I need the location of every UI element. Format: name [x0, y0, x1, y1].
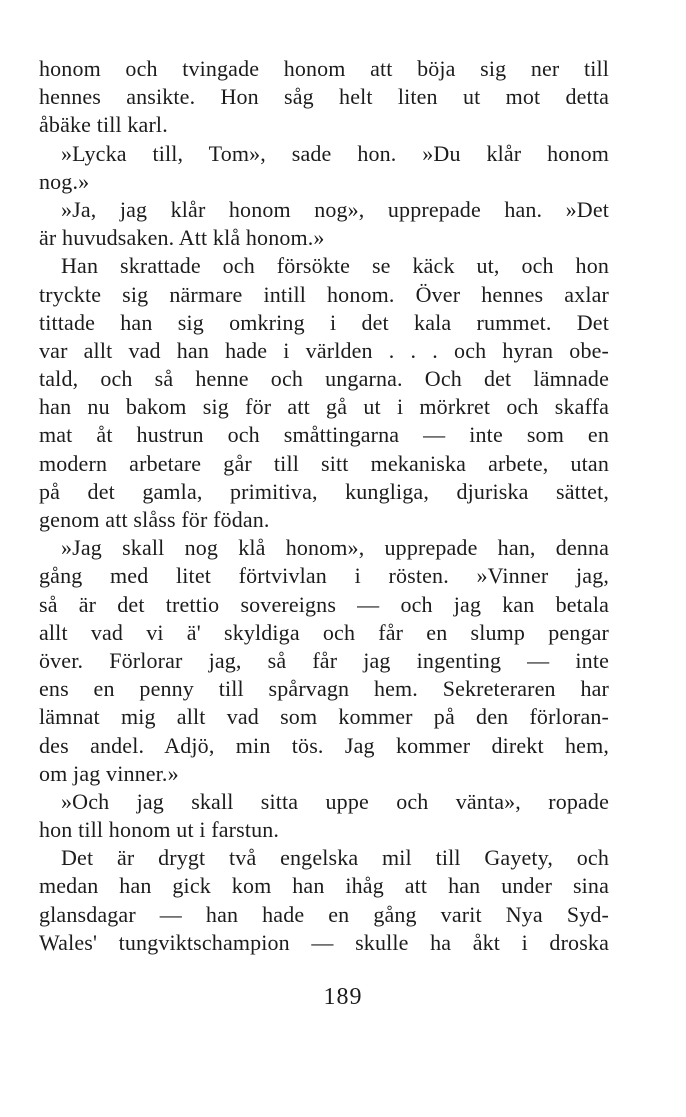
text-line: ens en penny till spårvagn hem. Sekreteraren har: [39, 676, 609, 702]
text-line: »Ja, jag klår honom nog», upprepade han. »Det: [61, 196, 609, 222]
text-line: »Lycka till, Tom», sade hon. »Du klår honom: [61, 140, 609, 166]
text-line: Han skrattade och försökte se käck ut, och hon: [61, 253, 609, 279]
text-line: des andel. Adjö, min tös. Jag kommer direkt hem,: [39, 732, 609, 758]
text-line: var allt vad han hade i världen . . . och hyran obe-: [39, 337, 609, 363]
text-line: tryckte sig närmare intill honom. Över hennes axlar: [39, 281, 609, 307]
text-line: mat åt hustrun och småttingarna — inte som en: [39, 422, 609, 448]
text-line: »Och jag skall sitta uppe och vänta», ropade: [61, 788, 609, 814]
text-line: allt vad vi ä' skyldiga och får en slump pengar: [39, 619, 609, 645]
text-line: åbäke till karl.: [39, 112, 168, 138]
text-line: modern arbetare går till sitt mekaniska arbete, utan: [39, 450, 609, 476]
text-line: Wales' tungviktschampion — skulle ha åkt i droska: [39, 929, 609, 955]
text-line: hon till honom ut i farstun.: [39, 817, 280, 843]
text-line: glansdagar — han hade en gång varit Nya Syd-: [39, 901, 609, 927]
text-line: så är det trettio sovereigns — och jag kan betala: [39, 591, 609, 617]
text-line: hennes ansikte. Hon såg helt liten ut mot detta: [39, 84, 609, 110]
text-line: tittade han sig omkring i det kala rummet. Det: [39, 309, 609, 335]
text-line: gång med litet förtvivlan i rösten. »Vinner jag,: [39, 563, 609, 589]
body-text: [39, 55, 609, 957]
text-line: är huvudsaken. Att klå honom.»: [39, 225, 325, 251]
text-line: om jag vinner.»: [39, 760, 179, 786]
text-line: nog.»: [39, 168, 90, 194]
text-line: på det gamla, primitiva, kungliga, djuriska sättet,: [39, 478, 609, 504]
text-line: över. Förlorar jag, så får jag ingenting — inte: [39, 647, 609, 673]
text-line: honom och tvingade honom att böja sig ner till: [39, 56, 609, 81]
text-line: »Jag skall nog klå honom», upprepade han, denna: [61, 535, 609, 561]
text-line: genom att slåss för födan.: [39, 507, 270, 532]
text-line: medan han gick kom han ihåg att han under sina: [39, 873, 609, 899]
text-line: lämnat mig allt vad som kommer på den förloran-: [39, 704, 609, 730]
text-line: tald, och så henne och ungarna. Och det lämnade: [39, 366, 609, 392]
text-line: Det är drygt två engelska mil till Gayety, och: [61, 845, 609, 871]
text-line: han nu bakom sig för att gå ut i mörkret och skaffa: [39, 394, 609, 420]
page-number: 189: [323, 984, 363, 1010]
